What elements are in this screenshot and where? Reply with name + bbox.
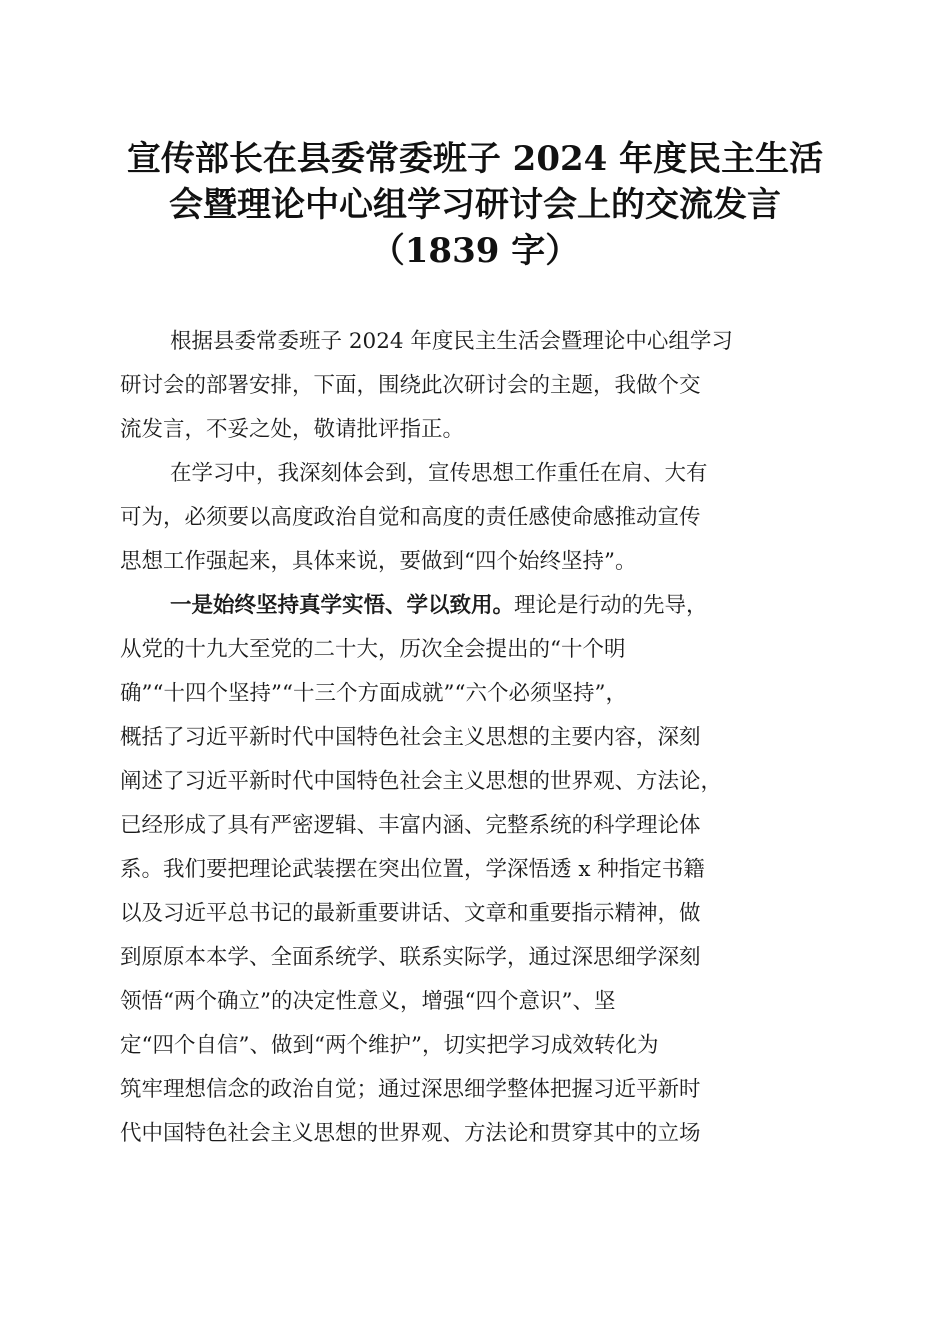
document-body	[120, 320, 830, 1156]
text-line: 概括了习近平新时代中国特色社会主义思想的主要内容，深刻	[120, 725, 701, 750]
text-line: 流发言，不妥之处，敬请批评指正。	[120, 417, 465, 442]
text-line: 系。我们要把理论武装摆在突出位置，学深悟透 x 种指定书籍	[120, 857, 705, 882]
document-title	[0, 136, 950, 274]
point-one-heading: 一是始终坚持真学实悟、学以致用。	[170, 593, 515, 618]
text-line: 已经形成了具有严密逻辑、丰富内涵、完整系统的科学理论体	[120, 813, 701, 838]
text-line: 筑牢理想信念的政治自觉；通过深思细学整体把握习近平新时	[120, 1077, 701, 1102]
paragraph-point-one	[120, 584, 830, 1156]
text-line: 在学习中，我深刻体会到，宣传思想工作重任在肩、大有	[170, 461, 708, 486]
paragraph-summary	[120, 452, 830, 584]
text-line-first	[120, 584, 830, 628]
text-line: 思想工作强起来，具体来说，要做到“四个始终坚持”。	[120, 549, 637, 574]
text-line: 以及习近平总书记的最新重要讲话、文章和重要指示精神，做	[120, 901, 701, 926]
text-line: 研讨会的部署安排，下面，围绕此次研讨会的主题，我做个交	[120, 373, 701, 398]
text-line: 代中国特色社会主义思想的世界观、方法论和贯穿其中的立场	[120, 1121, 701, 1146]
text-line: 到原原本本学、全面系统学、联系实际学，通过深思细学深刻	[120, 945, 701, 970]
title-line-2: 会暨理论中心组学习研讨会上的交流发言	[169, 185, 781, 225]
text-line: 阐述了习近平新时代中国特色社会主义思想的世界观、方法论，	[120, 769, 723, 794]
title-word-count: （1839 字）	[370, 231, 580, 271]
text-line: 领悟“两个确立”的决定性意义，增强“四个意识”、坚	[120, 989, 616, 1014]
text-line: 定“四个自信”、做到“两个维护”，切实把学习成效转化为	[120, 1033, 659, 1058]
text-line: 可为，必须要以高度政治自觉和高度的责任感使命感推动宣传	[120, 505, 701, 530]
text-line: 确”“十四个坚持”“十三个方面成就”“六个必须坚持”，	[120, 681, 627, 706]
point-one-lead-rest: 理论是行动的先导，	[514, 593, 708, 618]
text-line: 从党的十九大至党的二十大，历次全会提出的“十个明	[120, 637, 626, 662]
title-line-1: 宣传部长在县委常委班子 2024 年度民主生活	[126, 139, 824, 179]
paragraph-intro	[120, 320, 830, 452]
text-line: 根据县委常委班子 2024 年度民主生活会暨理论中心组学习	[170, 329, 733, 354]
